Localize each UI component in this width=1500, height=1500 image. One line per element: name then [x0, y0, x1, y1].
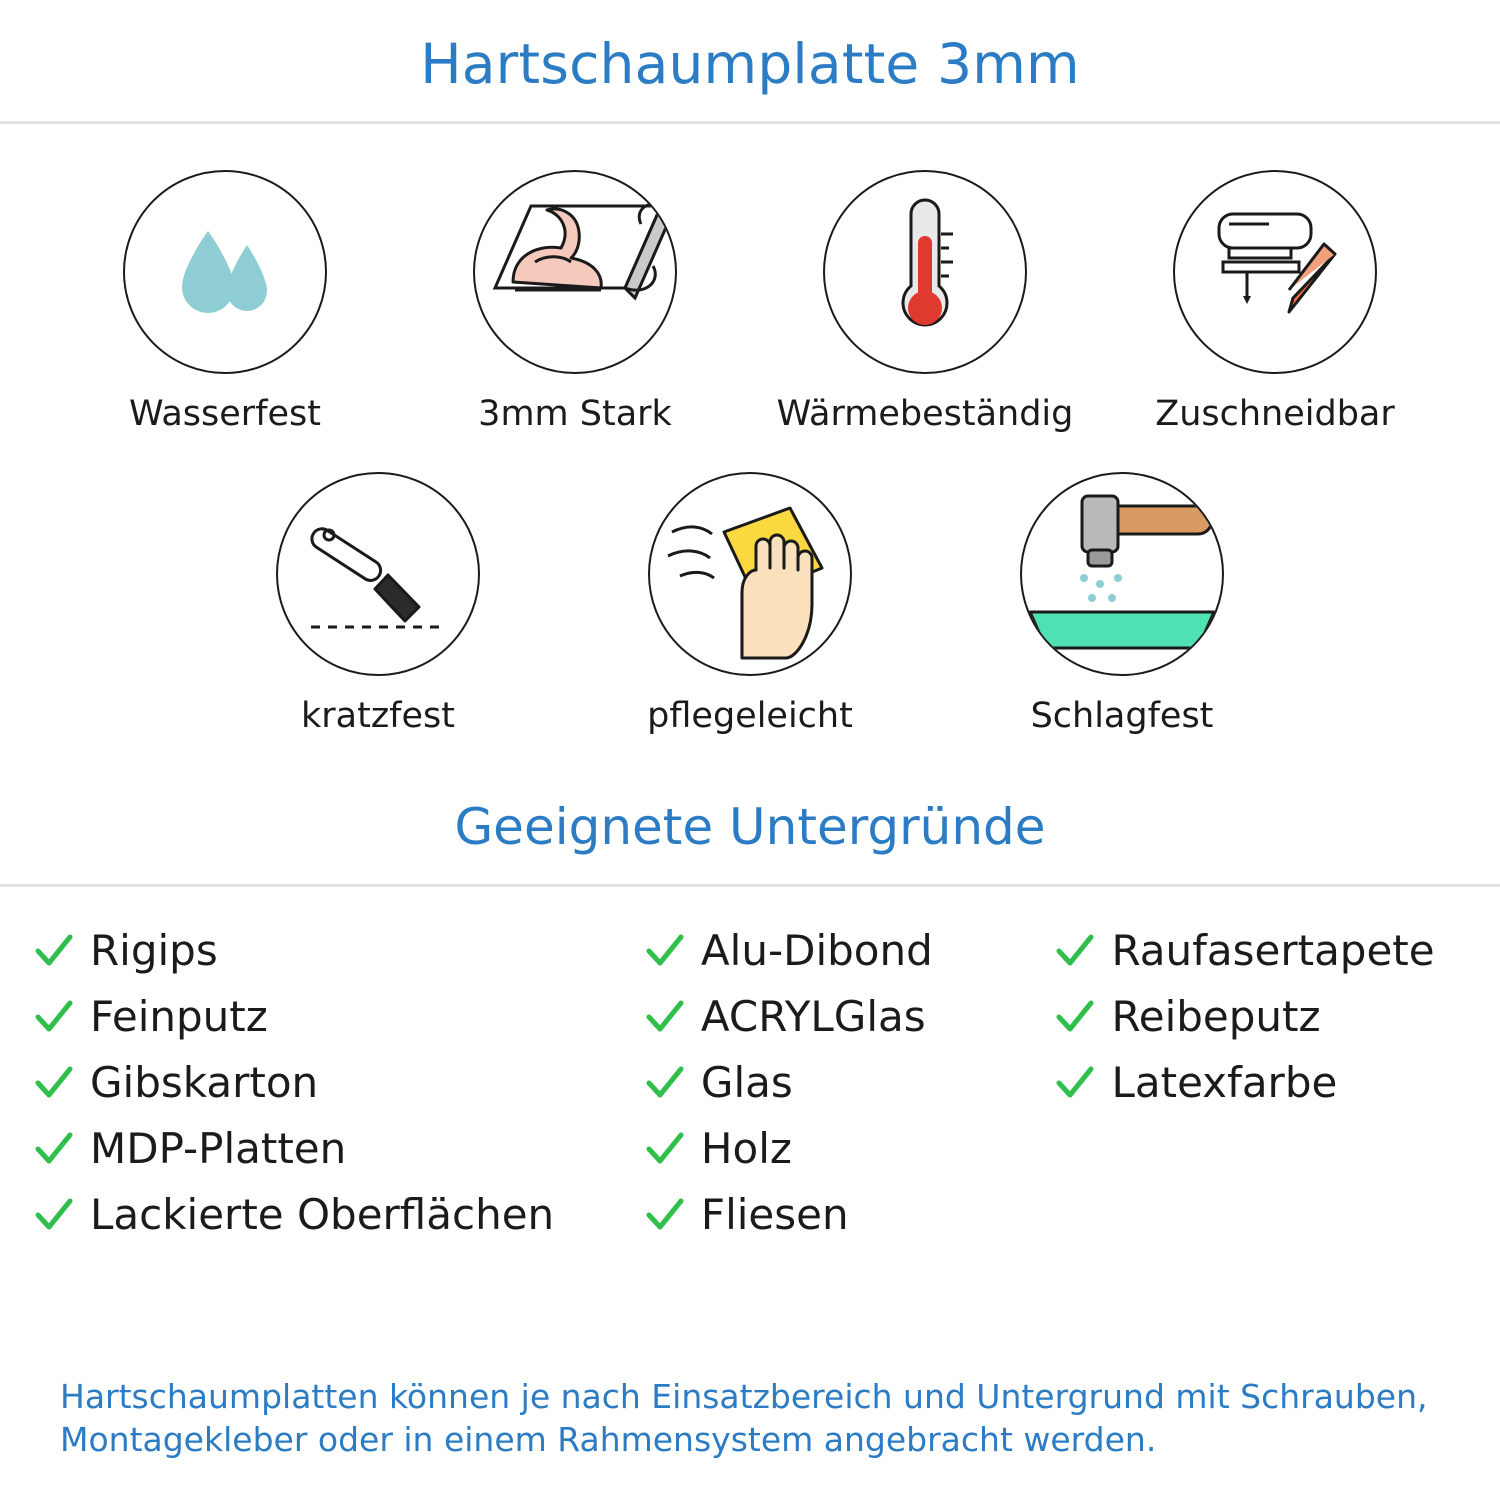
list-item-label: MDP-Platten: [90, 1124, 347, 1173]
list-item: [1055, 987, 1466, 1047]
check-icon: [1055, 1063, 1095, 1103]
list-item: [645, 987, 1056, 1047]
feature-label: Schlagfest: [1030, 695, 1214, 736]
list-item-label: Latexfarbe: [1111, 1058, 1338, 1107]
list-item-label: Alu-Dibond: [700, 926, 933, 975]
list-item-label: Rigips: [90, 926, 218, 975]
feature-kratzfest: [192, 472, 564, 736]
list-item-label: Holz: [700, 1124, 792, 1173]
feature-label: kratzfest: [300, 695, 455, 736]
feature-icon-circle: [473, 170, 677, 374]
feature-label: Wärmebeständig: [776, 393, 1074, 434]
list-item-label: Feinputz: [90, 992, 268, 1041]
substrates-list: [0, 887, 1500, 1251]
knife-scratch-icon: [293, 487, 463, 661]
footnote: Hartschaumplatten können je nach Einsatzbereich und Untergrund mit Schrauben, Montagekleber oder in einem Rahmensystem angebracht werden.: [60, 1376, 1428, 1460]
feature-icon-circle: [1020, 472, 1224, 676]
list-item: [645, 1119, 1056, 1179]
list-item: [34, 1119, 645, 1179]
feature-zuschneidbar: [1100, 170, 1450, 434]
jigsaw-cutter-icon: [1185, 180, 1365, 364]
check-icon: [645, 997, 685, 1037]
feature-icon-circle: [648, 472, 852, 676]
list-item-label: ACRYLGlas: [700, 992, 926, 1041]
list-item: [645, 921, 1056, 981]
hammer-impact-icon: [1022, 472, 1222, 676]
substrates-column-1: [34, 921, 645, 1251]
check-icon: [645, 1063, 685, 1103]
feature-icon-circle: [276, 472, 480, 676]
substrates-title: Geeignete Untergründe: [454, 798, 1046, 856]
list-item: [34, 1053, 645, 1113]
check-icon: [1055, 931, 1095, 971]
list-item: [34, 987, 645, 1047]
feature-wasserfest: [50, 170, 400, 434]
substrates-column-2: [645, 921, 1056, 1251]
list-item-label: Lackierte Oberflächen: [90, 1190, 555, 1239]
list-item-label: Reibeputz: [1111, 992, 1321, 1041]
feature-row-2: [0, 472, 1500, 736]
feature-row-1: [0, 170, 1500, 434]
check-icon: [34, 997, 74, 1037]
feature-schlagfest: [936, 472, 1308, 736]
list-item: [1055, 921, 1466, 981]
feature-grid: [0, 124, 1500, 737]
strong-arm-icon: [475, 170, 675, 374]
feature-waermebestaendig: [750, 170, 1100, 434]
feature-icon-circle: [123, 170, 327, 374]
feature-label: Zuschneidbar: [1155, 393, 1395, 434]
check-icon: [34, 1129, 74, 1169]
list-item: [645, 1185, 1056, 1245]
list-item: [34, 921, 645, 981]
check-icon: [1055, 997, 1095, 1037]
header: [0, 0, 1500, 95]
feature-pflegeleicht: [564, 472, 936, 736]
page-title: Hartschaumplatte 3mm: [420, 32, 1080, 96]
cleaning-cloth-hand-icon: [650, 472, 850, 676]
check-icon: [645, 1195, 685, 1235]
feature-3mm-stark: [400, 170, 750, 434]
feature-icon-circle: [1173, 170, 1377, 374]
check-icon: [34, 1195, 74, 1235]
check-icon: [645, 1129, 685, 1169]
list-item: [645, 1053, 1056, 1113]
water-drops-icon: [150, 195, 300, 349]
list-item-label: Glas: [700, 1058, 793, 1107]
check-icon: [34, 1063, 74, 1103]
feature-label: pflegeleicht: [647, 695, 853, 736]
feature-label: 3mm Stark: [478, 393, 672, 434]
list-item-label: Gibskarton: [90, 1058, 319, 1107]
list-item: [1055, 1053, 1466, 1113]
feature-label: Wasserfest: [128, 393, 322, 434]
list-item-label: Fliesen: [700, 1190, 849, 1239]
list-item: [34, 1185, 645, 1245]
feature-icon-circle: [823, 170, 1027, 374]
substrates-column-3: [1055, 921, 1466, 1119]
substrates-header: [0, 798, 1500, 856]
check-icon: [645, 931, 685, 971]
thermometer-icon: [845, 190, 1005, 354]
check-icon: [34, 931, 74, 971]
list-item-label: Raufasertapete: [1111, 926, 1435, 975]
